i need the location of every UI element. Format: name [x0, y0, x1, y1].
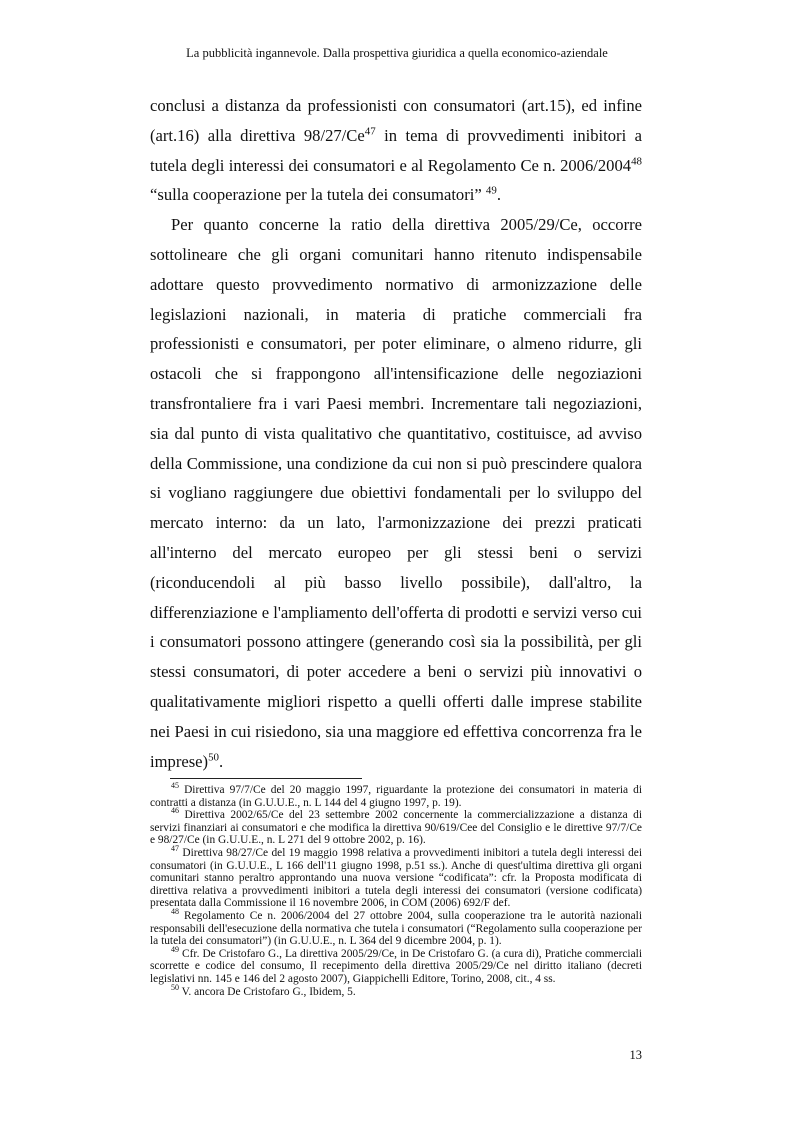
- footnote-ref[interactable]: 50: [208, 751, 219, 763]
- footnote: [150, 907, 642, 948]
- main-text: [150, 91, 642, 776]
- footnote-ref[interactable]: 47: [364, 125, 376, 138]
- footnote-number: 45: [171, 781, 179, 791]
- footnote-text: Regolamento Ce n. 2006/2004 del 27 ottobre 2004, sulla cooperazione tra le autorità nazionali responsabili dell'esecuzione della normativa che tutela i consumatori (“Regolamento sulla cooperazione per la tutela dei consumatori”) (in G.U.U.E., n. L 364 del 9 dicembre 2004, p. 1).: [150, 909, 642, 948]
- footnote-ref[interactable]: 48: [631, 155, 642, 168]
- footnote: [150, 806, 642, 847]
- footnote-number: 49: [171, 944, 179, 954]
- paragraph: [150, 91, 642, 210]
- footnote: [150, 844, 642, 910]
- text-run: .: [219, 751, 224, 771]
- footnote: [150, 781, 642, 809]
- footnotes: [150, 781, 642, 998]
- footnote-text: Direttiva 2002/65/Ce del 23 settembre 2002 concernente la commercializzazione a distanza di servizi finanziari ai consumatori e che modifica la direttiva 90/619/Cee del Consiglio e le direttive 97/7/Ce e 98/27/Ce (in G.U.U.E., n. L 271 del 9 ottobre 2002, p. 16).: [150, 809, 642, 847]
- page-number: 13: [629, 1048, 642, 1062]
- running-header: La pubblicità ingannevole. Dalla prospettiva giuridica a quella economico-aziendale: [186, 46, 608, 60]
- text-run: in tema di provvedimenti inibitori a tutela degli interessi dei consumatori e al Regolamento Ce n. 2006/2004: [150, 125, 642, 175]
- footnote-number: 46: [171, 806, 179, 816]
- footnote-ref[interactable]: 49: [485, 184, 497, 197]
- footnote-separator: [170, 778, 362, 779]
- footnote: [150, 944, 642, 986]
- footnote-text: V. ancora De Cristofaro G., Ibidem, 5.: [181, 985, 356, 998]
- footnote-number: 48: [171, 907, 179, 917]
- paragraph: [150, 210, 642, 776]
- footnote: [150, 982, 642, 999]
- text-run: Per quanto concerne la ratio della direttiva 2005/29/Ce, occorre sottolineare che gli organi comunitari hanno ritenuto indispensabile adottare questo provvedimento normativo di armonizzazione delle legislazioni nazionali, in materia di pratiche commerciali fra professionisti e consumatori, per poter eliminare, o almeno ridurre, gli ostacoli che si frappongono all'intensificazione delle negoziazioni transfrontaliere fra i vari Paesi membri. Incrementare tali negoziazioni, sia dal punto di vista qualitativo che quantitativo, costituisce, ad avviso della Commissione, una condizione da cui non si può prescindere qualora si vogliano raggiungere due obiettivi fondamentali per lo sviluppo del mercato interno: da un lato, l'armonizzazione dei prezzi praticati all'interno del mercato europeo per gli stessi beni o servizi (riconducendoli al più basso livello possibile), dall'altro, la differenziazione e l'ampliamento dell'offerta di prodotti e servizi verso cui i consumatori possono attingere (generando così sia la possibilità, per gli stessi consumatori, di poter accedere a beni o servizi più innovativi o qualitativamente migliori rispetto a quelli offerti dalle imprese stabilite nei Paesi in cui risiedono, sia una maggiore ed effettiva concorrenza fra le imprese): [150, 215, 642, 771]
- footnote-text: Cfr. De Cristofaro G., La direttiva 2005/29/Ce, in De Cristofaro G. (a cura di), Pratiche commerciali scorrette e codice del consumo, Il recepimento della direttiva 2005/29/Ce nel diritto italiano (decreti legislativi nn. 145 e 146 del 2 agosto 2007), Giappichelli Editore, Torino, 2008, cit., 4 ss.: [150, 947, 642, 985]
- text-run: conclusi a distanza da professionisti con consumatori (art.15), ed infine (art.16) alla direttiva 98/27/Ce: [150, 96, 642, 145]
- footnote-number: 50: [171, 982, 179, 992]
- footnote-number: 47: [171, 844, 179, 854]
- footnote-text: Direttiva 97/7/Ce del 20 maggio 1997, riguardante la protezione dei consumatori in materia di contratti a distanza (in G.U.U.E., n. L 144 del 4 giugno 1997, p. 19).: [150, 784, 642, 809]
- text-run: “sulla cooperazione per la tutela dei consumatori”: [150, 185, 486, 205]
- text-run: .: [496, 185, 501, 205]
- footnote-text: Direttiva 98/27/Ce del 19 maggio 1998 relativa a provvedimenti inibitori a tutela degli interessi dei consumatori (in G.U.U.E., L 166 dell'11 giugno 1998, p.51 ss.). Anche di quest'ultima direttiva gli organi comunitari stanno peraltro approntando una nuova versione “codificata”: cfr. la Proposta modificata di direttiva relativa a provvedimenti inibitori a tutela degli interessi dei consumatori (versione codificata) presentata dalla Commissione il 16 novembre 2006, in COM (2006) 692/F def.: [150, 846, 642, 910]
